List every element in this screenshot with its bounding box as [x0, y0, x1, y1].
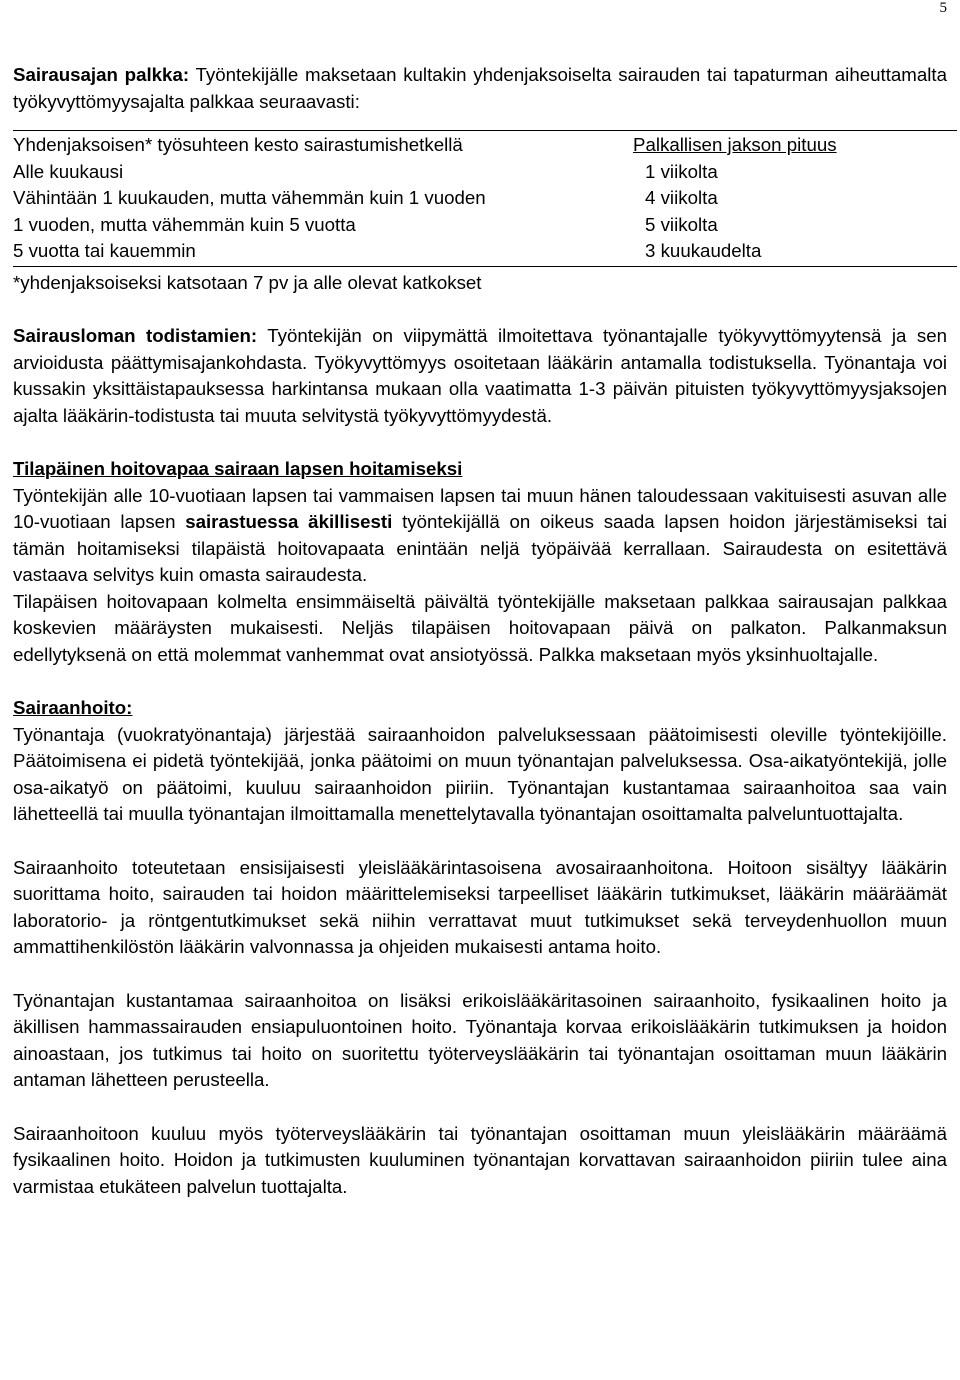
table-cell-period: 3 kuukaudelta: [645, 240, 762, 261]
table-cell-duration: Vähintään 1 kuukauden, mutta vähemmän kuin 1 vuoden: [13, 187, 486, 208]
health-care-paragraph-3: Työnantajan kustantamaa sairaanhoitoa on lisäksi erikoislääkäritasoinen sairaanhoito, fysikaalinen hoito ja äkillisen hammassairauden ensiapuluontoinen hoito. Työnantaja korvaa erikoislääkärin tutkimuksen ja hoidon ainoastaan, jos tutkimus tai hoito on suoritettu työterveyslääkärin tai työnantajan osoittaman muun lääkärin antaman lähetteen perusteella.: [13, 989, 947, 1090]
table-row: [13, 185, 957, 212]
health-care-paragraph-1: Työnantaja (vuokratyönantaja) järjestää sairaanhoidon palveluksessaan päätoimisesti oleville työntekijöille. Päätoimisena ei pidetä työntekijää, jonka päätoimi on muun työnantajan palveluksessa. Osa-aikatyöntekijä, jolle osa-aikatyö on päätoimi, kuuluu sairaanhoidon piiriin. Työnantajan kustantamaa sairaanhoitoa saa vain lähetteellä tai muulla työnantajan ilmoittamalla menettelytavalla työnantajan osoittamalta palveluntuottajalta.: [13, 723, 947, 824]
table-header-row: [13, 132, 957, 159]
table-cell-period: 4 viikolta: [645, 187, 718, 208]
table-row: [13, 159, 957, 186]
table-row: [13, 238, 957, 265]
table-cell-period: 5 viikolta: [645, 213, 718, 235]
sick-pay-paragraph: [13, 62, 947, 115]
table-cell-duration: 1 vuoden, mutta vähemmän kuin 5 vuotta: [13, 213, 356, 235]
child-care-emphasis: sairastuessa äkillisesti: [185, 511, 393, 532]
table-header-duration: Yhdenjaksoisen* työsuhteen kesto sairastumishetkellä: [13, 134, 463, 155]
child-care-paragraph-2: Tilapäisen hoitovapaan kolmelta ensimmäiseltä päivältä työntekijälle maksetaan palkkaa sairausajan palkkaa koskevien määräysten mukaisesti. Neljäs tilapäisen hoitovapaan päivä on palkaton. Palkanmaksun edellytyksenä on että molemmat vanhemmat ovat ansiotyössä. Palkka maksetaan myös yksinhuoltajalle.: [13, 590, 947, 665]
table-cell-period: 1 viikolta: [645, 160, 718, 182]
child-care-heading: Tilapäinen hoitovapaa sairaan lapsen hoitamiseksi: [13, 458, 463, 479]
sick-pay-table-box: [13, 130, 957, 267]
page-number: 5: [939, 0, 947, 16]
table-cell-duration: Alle kuukausi: [13, 160, 124, 182]
certificate-text: Työntekijän on viipymättä ilmoitettava työnantajalle työkyvyttömyytensä ja sen arvioidusta päättymisajankohdasta. Työkyvyttömyys osoitetaan lääkärin antamalla todistuksella. Työnantaja voi kussakin yksittäistapauksessa harkintansa mukaan olla vaatimatta 1-3 päivän pituisten työkyvyttömyysjaksojen ajalta lääkärin-todistusta tai muuta selvitystä työkyvyttömyydestä.: [13, 325, 948, 426]
table-header-period: Palkallisen jakson pituus: [633, 134, 837, 155]
table-footnote: *yhdenjaksoiseksi katsotaan 7 pv ja alle olevat katkokset: [13, 271, 482, 293]
health-care-heading: Sairaanhoito:: [13, 697, 133, 718]
document-body: [13, 62, 947, 1200]
child-care-text-b: työntekijällä on oikeus saada lapsen hoidon järjestämiseksi tai tämän hoitamiseksi tilapäistä hoitovapaata enintään neljä työpäivää kerrallaan. Sairaudesta on esitettävä vastaava selvitys kuin omasta sairaudesta.: [13, 511, 948, 585]
child-care-text-a: Työntekijän alle 10-vuotiaan lapsen tai vammaisen lapsen tai muun hänen taloudessaan vakituisesti asuvan alle 10-vuotiaan lapsen: [13, 484, 947, 532]
child-care-paragraph-1: [13, 483, 947, 589]
health-care-paragraph-2: Sairaanhoito toteutetaan ensisijaisesti yleislääkärintasoisena avosairaanhoitona. Hoitoon sisältyy lääkärin suorittama hoito, sairauden tai hoidon määrittelemiseksi tarpeelliset lääkärin tutkimukset, lääkärin määräämät laboratorio- ja röntgentutkimukset sekä niihin verrattavat muut tutkimukset sekä terveydenhuollon muun ammattihenkilöstön lääkärin valvonnassa ja ohjeiden mukaisesti antama hoito.: [13, 856, 947, 957]
certificate-heading: Sairausloman todistamien:: [13, 325, 258, 346]
table-cell-duration: 5 vuotta tai kauemmin: [13, 240, 196, 261]
health-care-paragraph-4: Sairaanhoitoon kuuluu myös työterveyslääkärin tai työnantajan osoittaman muun yleislääkärin määräämä fysikaalinen hoito. Hoidon ja tutkimusten kuuluminen työnantajan korvattavan sairaanhoidon piiriin tulee aina varmistaa etukäteen palvelun tuottajalta.: [13, 1122, 947, 1197]
sick-pay-heading: Sairausajan palkka:: [13, 64, 190, 85]
table-row: [13, 212, 957, 239]
sick-pay-table: [13, 130, 957, 296]
sick-pay-intro: Työntekijälle maksetaan kultakin yhdenjaksoiselta sairauden tai tapaturman aiheuttamalta työkyvyttömyysajalta palkkaa seuraavasti:: [13, 64, 947, 112]
certificate-paragraph: [13, 323, 947, 429]
